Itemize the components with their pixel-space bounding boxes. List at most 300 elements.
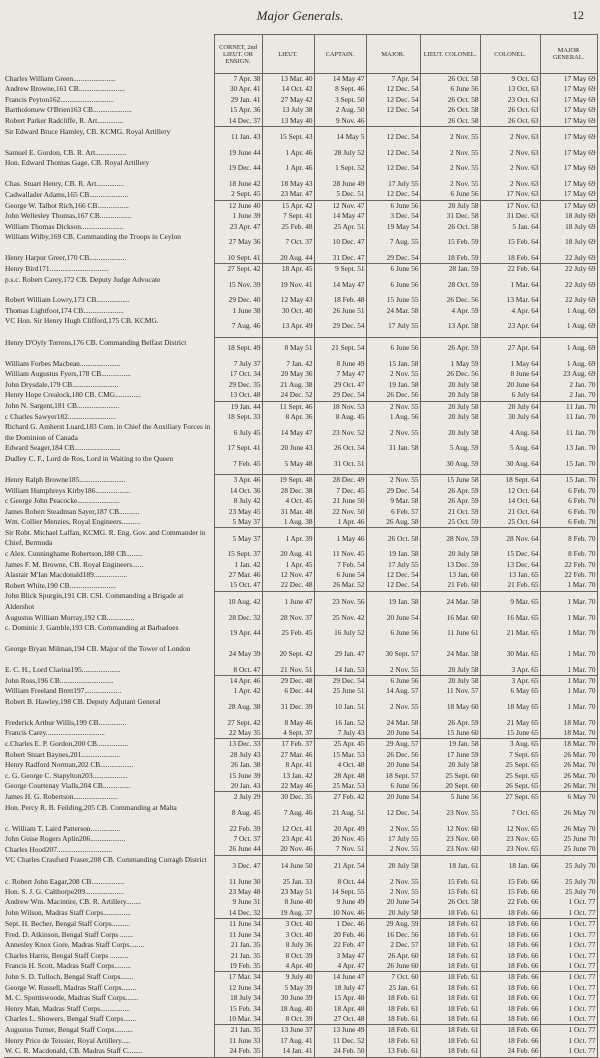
rank-date: 1 Apr. 46: [262, 148, 314, 158]
rank-date: 1 Mar. 70: [540, 697, 597, 718]
rank-date: 31 Dec. 63: [480, 211, 540, 221]
officer-name: Wm. Collier Menzies, Royal Engineers..........: [4, 517, 214, 528]
rank-date: 5 May 48: [262, 454, 314, 475]
rank-date: 12 Nov. 65: [480, 824, 540, 834]
rank-date: 1 Aug. 69: [540, 359, 597, 369]
rank-date: 28 Apr. 48: [314, 771, 366, 781]
rank-date: 26 Apr. 59: [420, 496, 480, 506]
table-row: [4, 803, 597, 824]
rank-date: 26 Apr. 60: [366, 951, 420, 961]
officer-name: Robert B. Hawley,198 CB. Deputy Adjutant General: [4, 697, 214, 718]
rank-date: 1 Jan. 42: [214, 560, 262, 570]
table-row: [4, 844, 597, 855]
rank-date: 7 Sept. 41: [262, 211, 314, 221]
rank-date: 12 Dec. 54: [366, 84, 420, 94]
table-row: [4, 401, 597, 412]
rank-date: 27 Sept. 42: [214, 718, 262, 728]
officer-name: Dudley C. F., Lord de Ros, Lord in Waiting to the Queen: [4, 454, 214, 475]
table-row: [4, 116, 597, 127]
rank-date: 18 May 60: [420, 697, 480, 718]
rank-date: 24 Mar. 58: [366, 718, 420, 728]
rank-date: 15 Feb. 66: [480, 877, 540, 887]
rank-date: 19 Sept. 48: [262, 475, 314, 486]
rank-date: 22 July 69: [540, 264, 597, 275]
rank-date: 20 July 58: [420, 675, 480, 686]
rank-date: 20 Feb. 46: [314, 930, 366, 940]
rank-date: 21 Nov. 51: [262, 665, 314, 676]
rank-date: 27 May 42: [262, 95, 314, 105]
officer-name: Augustus Turner, Bengal Staff Corps..........: [4, 1025, 214, 1036]
rank-date: 13 Feb. 61: [366, 1046, 420, 1057]
table-row: [4, 1014, 597, 1025]
table-row: [4, 422, 597, 443]
officer-name: Annesley Knox Gore, Madras Staff Corps........: [4, 940, 214, 950]
table-row: [4, 74, 597, 85]
officer-name: Henry Man, Madras Staff Corps................: [4, 1004, 214, 1014]
officer-name: Hon. S. J. G. Calthorpe209.....................: [4, 887, 214, 897]
table-row: [4, 211, 597, 221]
rank-date: 12 May 43: [262, 295, 314, 305]
officer-name: Henry Radford Norman,202 CB..................: [4, 760, 214, 770]
rank-date: 2 Nov. 55: [366, 369, 420, 379]
rank-date: 31 Oct. 51: [314, 454, 366, 475]
rank-date: 22 July 69: [540, 275, 597, 296]
rank-date: 11 June 33: [214, 1036, 262, 1046]
rank-date: 15 Nov. 39: [214, 275, 262, 296]
table-row: [4, 792, 597, 803]
officer-name: John Ross,196 CB.............................: [4, 675, 214, 686]
officer-name: James H. G. Robertson........................: [4, 792, 214, 803]
rank-date: 19 Feb. 35: [214, 961, 262, 972]
table-row: [4, 275, 597, 296]
rank-date: 23 Nov. 65: [480, 834, 540, 844]
rank-date: 8 Apr. 36: [262, 412, 314, 422]
rank-date: 28 Nov. 37: [262, 613, 314, 623]
rank-date: 2 Aug. 50: [314, 105, 366, 115]
officer-name: Henry D'Oyly Torrens,176 CB. Commanding Belfast District: [4, 338, 214, 359]
rank-date: 12 Oct. 41: [262, 824, 314, 834]
rank-date: 25 July 70: [540, 887, 597, 897]
rank-date: 16 Jan. 52: [314, 718, 366, 728]
rank-date: 28 Dec. 38: [262, 486, 314, 496]
rank-date: 7 Feb. 54: [314, 560, 366, 570]
rank-date: 26 Mar. 70: [540, 781, 597, 792]
rank-date: 11 June 34: [214, 919, 262, 930]
rank-date: 20 June 43: [262, 443, 314, 453]
rank-date: 6 May 65: [480, 686, 540, 696]
rank-date: 1 Aug. 69: [540, 316, 597, 337]
table-row: [4, 316, 597, 337]
officer-name: Chas. Stuart Henry, CB. R. Art...............: [4, 179, 214, 189]
rank-date: 18 Mar. 70: [540, 728, 597, 739]
officer-name: Hon. Edward Thomas Gage, CB. Royal Artillery: [4, 158, 214, 179]
rank-date: 18 Feb. 61: [420, 983, 480, 993]
rank-date: 1 Mar. 70: [540, 665, 597, 676]
rank-date: 29 Dec. 35: [214, 380, 262, 390]
rank-date: 25 Feb. 48: [262, 222, 314, 232]
table-row: [4, 380, 597, 390]
rank-date: 22 Feb. 47: [314, 940, 366, 950]
rank-date: 25 Feb. 45: [262, 623, 314, 644]
rank-date: 13 Mar. 64: [480, 295, 540, 305]
rank-date: 25 July 70: [540, 855, 597, 876]
rank-date: 1 May 64: [480, 359, 540, 369]
rank-date: 8 Sept. 46: [314, 84, 366, 94]
rank-date: 21 Jan. 35: [214, 951, 262, 961]
officer-name: Samuel E. Gordon, CB. R. Art.................: [4, 148, 214, 158]
rank-date: 18 Feb. 66: [480, 972, 540, 983]
rank-date: 28 Aug. 38: [214, 697, 262, 718]
rank-date: 18 July 69: [540, 222, 597, 232]
rank-date: 2 Jan. 70: [540, 390, 597, 401]
rank-date: 14 Jan. 53: [314, 665, 366, 676]
rank-date: 1 Oct. 77: [540, 983, 597, 993]
table-row: [4, 961, 597, 972]
rank-date: 9 Nov. 46: [314, 116, 366, 127]
rank-date: 2 Sept. 45: [214, 189, 262, 200]
rank-date: 22 Nov. 50: [314, 507, 366, 517]
rank-date: 19 Jan. 58: [366, 591, 420, 612]
rank-date: 22 July 69: [540, 295, 597, 305]
rank-date: 31 Jan. 58: [366, 443, 420, 453]
rank-date: 1 Aug. 69: [540, 338, 597, 359]
officer-name: John N. Sargent,181 CB.......................: [4, 401, 214, 412]
rank-date: 8 Oct. 44: [314, 877, 366, 887]
rank-date: 18 Feb. 61: [420, 908, 480, 919]
rank-date: 20 July 58: [420, 200, 480, 211]
rank-date: 18 Sept. 49: [214, 338, 262, 359]
rank-date: 20 June 54: [366, 792, 420, 803]
rank-date: 18 Feb. 61: [420, 1046, 480, 1057]
rank-date: 20 July 64: [480, 401, 540, 412]
rank-date: 2 Nov. 55: [366, 824, 420, 834]
table-row: [4, 697, 597, 718]
rank-date: 26 Aug. 58: [366, 517, 420, 528]
table-row: [4, 675, 597, 686]
rank-date: 17 May 69: [540, 95, 597, 105]
rank-date: 1 Apr. 42: [214, 686, 262, 696]
rank-date: 15 Sept. 37: [214, 549, 262, 559]
rank-date: 18 May 65: [480, 697, 540, 718]
rank-date: 1 Apr. 39: [262, 528, 314, 549]
rank-date: 13 June 49: [314, 1025, 366, 1036]
rank-date: 15 Apr. 36: [214, 105, 262, 115]
rank-date: 3 Apr. 65: [480, 675, 540, 686]
rank-date: 27 May 36: [214, 232, 262, 253]
rank-date: 11 June 30: [214, 877, 262, 887]
table-row: [4, 718, 597, 728]
officer-name: Henry Harpur Greer,170 CB....................: [4, 253, 214, 264]
rank-date: 8 May 46: [262, 718, 314, 728]
rank-date: 28 Jan. 59: [420, 264, 480, 275]
table-row: [4, 591, 597, 612]
officer-name: Sept. H. Becher, Bengal Staff Corps..........: [4, 919, 214, 930]
rank-date: 11 Jan. 43: [214, 127, 262, 148]
rank-date: 18 Feb. 66: [480, 930, 540, 940]
officer-name: William Thomas Dickson.......................: [4, 222, 214, 232]
rank-date: 2 Jan. 70: [540, 380, 597, 390]
rank-date: 23 Aug. 69: [540, 369, 597, 379]
rank-date: 20 Aug. 41: [262, 549, 314, 559]
rank-date: 12 Dec. 54: [366, 95, 420, 105]
rank-date: 9 Oct. 63: [480, 74, 540, 85]
rank-date: 7 Sept. 65: [480, 750, 540, 760]
rank-date: 30 Mar. 65: [480, 644, 540, 665]
rank-date: 5 May 37: [214, 528, 262, 549]
table-row: [4, 295, 597, 305]
rank-date: 10 Dec. 47: [314, 232, 366, 253]
table-row: [4, 179, 597, 189]
rank-date: 26 Dec. 56: [420, 369, 480, 379]
rank-date: 19 Jan. 44: [214, 401, 262, 412]
rank-date: 7 Aug. 46: [214, 316, 262, 337]
rank-date: 1 Mar. 70: [540, 686, 597, 696]
table-header-row: [4, 35, 597, 74]
rank-date: 8 June 64: [480, 369, 540, 379]
rank-date: 18 July 69: [540, 211, 597, 221]
rank-date: 1 Sept. 52: [314, 158, 366, 179]
rank-date: 2 Nov. 55: [366, 697, 420, 718]
rank-date: 1 May 46: [314, 528, 366, 549]
officer-name: VC Hon. Sir Henry Hugh Clifford,175 CB. KCMG.: [4, 316, 214, 337]
rank-date: 7 July 43: [314, 728, 366, 739]
rank-date: 2 Nov. 55: [420, 158, 480, 179]
rank-date: 29 Aug. 59: [366, 919, 420, 930]
rank-date: 14 Aug. 57: [366, 686, 420, 696]
rank-date: 29 Dec. 40: [214, 295, 262, 305]
table-row: [4, 993, 597, 1003]
rank-date: 18 Feb. 61: [420, 1014, 480, 1025]
officer-name: Francis Peyton162.............................: [4, 95, 214, 105]
rank-date: 6 June 56: [420, 189, 480, 200]
rank-date: 3 Dec. 54: [366, 211, 420, 221]
rank-date: 21 Feb. 60: [420, 580, 480, 591]
rank-date: 13 Oct. 48: [214, 390, 262, 401]
rank-date: 12 Dec. 54: [366, 189, 420, 200]
rank-date: 30 Aug. 59: [420, 454, 480, 475]
table-row: [4, 644, 597, 665]
rank-date: 15 Feb. 61: [420, 887, 480, 897]
rank-date: 26 Apr. 59: [420, 486, 480, 496]
rank-date: 2 Dec. 57: [366, 940, 420, 950]
rank-date: 10 Aug. 42: [214, 591, 262, 612]
rank-date: 13 Oct. 63: [480, 84, 540, 94]
rank-date: 28 July 52: [314, 148, 366, 158]
officer-name: p.s.c. Robert Carey,172 CB. Deputy Judge Advocate: [4, 275, 214, 296]
rank-date: 28 July 43: [214, 750, 262, 760]
rank-date: 14 Apr. 46: [214, 675, 262, 686]
rank-date: 1 Mar. 70: [540, 623, 597, 644]
rank-date: 24 Mar. 58: [420, 644, 480, 665]
rank-date: 15 June 60: [420, 728, 480, 739]
rank-date: 5 Dec. 51: [314, 189, 366, 200]
rank-date: 18 Feb. 66: [480, 1036, 540, 1046]
table-row: [4, 560, 597, 570]
rank-date: 5 Jan. 64: [480, 222, 540, 232]
rank-date: 27 Oct. 48: [314, 1014, 366, 1025]
rank-date: 18 Apr. 45: [262, 264, 314, 275]
rank-date: 8 Oct. 47: [214, 665, 262, 676]
rank-date: 26 Oct. 63: [480, 105, 540, 115]
rank-date: 30 Sept. 57: [366, 644, 420, 665]
rank-date: 8 Apr. 41: [262, 760, 314, 770]
table-row: [4, 369, 597, 379]
officer-name: E. C. H., Lord Clarina195.....................: [4, 665, 214, 676]
officer-name: Frederick Arthur Willis,199 CB...............: [4, 718, 214, 728]
rank-date: 17 July 55: [366, 179, 420, 189]
rank-date: 26 Dec. 56: [420, 295, 480, 305]
rank-date: 5 May 39: [262, 983, 314, 993]
page-number: 12: [572, 8, 584, 22]
rank-date: 18 Feb. 61: [420, 1036, 480, 1046]
rank-date: 12 Dec. 54: [366, 803, 420, 824]
rank-date: 30 July 64: [480, 412, 540, 422]
rank-date: 24 Mar. 58: [420, 591, 480, 612]
rank-date: 21 June 50: [314, 496, 366, 506]
rank-date: 26 Oct. 58: [420, 897, 480, 907]
table-row: [4, 549, 597, 559]
officer-name: William Humphreys Kirby186...................: [4, 486, 214, 496]
rank-date: 11 Jan. 70: [540, 422, 597, 443]
rank-date: 4 Apr. 64: [480, 306, 540, 316]
rank-date: 2 Nov. 55: [420, 127, 480, 148]
rank-date: 23 Nov. 65: [480, 844, 540, 855]
rank-date: 20 Nov. 46: [262, 844, 314, 855]
rank-date: 1 Oct. 77: [540, 897, 597, 907]
rank-date: 6 June 56: [366, 200, 420, 211]
rank-date: 19 June 44: [214, 148, 262, 158]
officer-name: W. C. R. Macdonald, CB. Madras Staff C........: [4, 1046, 214, 1057]
officer-name: Robert White,190 CB.........................: [4, 580, 214, 591]
rank-date: 14 Oct. 64: [480, 496, 540, 506]
rank-date: 15 Mar. 53: [314, 750, 366, 760]
rank-date: 27 Sept. 65: [480, 792, 540, 803]
rank-date: 13 Apr. 49: [262, 316, 314, 337]
rank-date: 14 Dec. 37: [214, 116, 262, 127]
rank-date: 16 Dec. 56: [366, 930, 420, 940]
rank-date: 18 July 34: [214, 993, 262, 1003]
rank-date: 1 June 39: [214, 211, 262, 221]
rank-date: 15 June 55: [366, 295, 420, 305]
rank-date: 18 Aug. 40: [262, 1004, 314, 1014]
rank-date: 26 Oct. 58: [420, 74, 480, 85]
officer-name: Charles Harris, Bengal Staff Corps ..........: [4, 951, 214, 961]
rank-date: 11 Sept. 46: [262, 401, 314, 412]
rank-date: 1 Oct. 77: [540, 940, 597, 950]
rank-date: 26 Dec. 56: [366, 750, 420, 760]
rank-date: 11 Nov. 45: [314, 549, 366, 559]
rank-date: 19 Jan. 58: [366, 380, 420, 390]
rank-date: 17 July 55: [366, 834, 420, 844]
table-row: [4, 580, 597, 591]
rank-date: 24 Feb. 35: [214, 1046, 262, 1057]
officer-name: VC Charles Craufurd Fraser,208 CB. Commanding Curragh District: [4, 855, 214, 876]
rank-date: 27 Mar. 46: [214, 570, 262, 580]
rank-date: 26 Mar. 70: [540, 771, 597, 781]
rank-date: 22 Feb. 70: [540, 570, 597, 580]
rank-date: 26 Apr. 59: [420, 718, 480, 728]
rank-date: 18 Mar. 70: [540, 739, 597, 750]
rank-date: 20 May 36: [262, 369, 314, 379]
rank-date: 25 June 70: [540, 844, 597, 855]
rank-date: [366, 116, 420, 127]
rank-date: 17 May 69: [540, 74, 597, 85]
rank-date: 29 Jan. 47: [314, 644, 366, 665]
rank-date: 23 Nov. 60: [420, 844, 480, 855]
officer-name: John Guise Rogers Aplin206...................: [4, 834, 214, 844]
officer-name: William Wilby,169 CB. Commanding the Troops in Ceylon: [4, 232, 214, 253]
rank-date: 1 Aug. 38: [262, 517, 314, 528]
rank-date: 20 Sept. 60: [420, 781, 480, 792]
rank-date: 18 July 69: [540, 232, 597, 253]
rank-date: 26 Apr. 59: [420, 338, 480, 359]
rank-date: 15 Oct. 47: [214, 580, 262, 591]
rank-date: 20 July 58: [420, 549, 480, 559]
rank-date: 15 Dec. 64: [480, 549, 540, 559]
rank-date: 15 Jan. 70: [540, 475, 597, 486]
rank-date: 1 Apr. 46: [262, 158, 314, 179]
rank-date: 19 Jan. 58: [366, 549, 420, 559]
rank-date: 18 Feb. 66: [480, 961, 540, 972]
rank-date: 18 Feb. 48: [314, 295, 366, 305]
table-row: [4, 781, 597, 792]
rank-date: 6 June 56: [420, 84, 480, 94]
rank-date: 31 Dec. 47: [314, 253, 366, 264]
rank-date: 9 July 40: [262, 972, 314, 983]
rank-date: 15 Feb. 61: [420, 877, 480, 887]
rank-date: 13 May 40: [262, 116, 314, 127]
rank-date: 13 July 38: [262, 105, 314, 115]
rank-date: 17 May 69: [540, 189, 597, 200]
rank-date: 8 June 40: [262, 897, 314, 907]
rank-date: 18 Feb. 61: [366, 1004, 420, 1014]
rank-date: 14 Sept. 55: [314, 887, 366, 897]
rank-date: 13 Mar. 40: [262, 74, 314, 85]
rank-date: 18 Feb. 61: [420, 940, 480, 950]
table-row: [4, 750, 597, 760]
rank-date: 15 Apr. 42: [262, 200, 314, 211]
rank-date: 20 July 58: [420, 665, 480, 676]
officer-name: John Wilson, Madras Staff Corps...............: [4, 908, 214, 919]
rank-date: 1 June 38: [214, 306, 262, 316]
rank-date: 18 Jan. 66: [480, 855, 540, 876]
rank-date: 22 July 69: [540, 253, 597, 264]
officer-name: James Robert Steadman Sayer,187 CB...........: [4, 507, 214, 517]
officer-name: Henry Ralph Browne185.........................: [4, 475, 214, 486]
officer-name: Alastair M'Ian Macdonald189..................: [4, 570, 214, 580]
officer-name: Richard G. Amherst Luard,183 Com. in Chief the Auxiliary Forces in the Dominion of Canada: [4, 422, 214, 443]
rank-date: 18 Apr. 48: [314, 1004, 366, 1014]
rank-date: 25 July 70: [540, 877, 597, 887]
rank-date: 20 Aug. 44: [262, 253, 314, 264]
rank-date: 18 Feb. 61: [420, 972, 480, 983]
rank-date: 6 May 70: [540, 792, 597, 803]
rank-date: 20 July 58: [420, 412, 480, 422]
rank-date: 11 Jan. 70: [540, 412, 597, 422]
table-row: [4, 338, 597, 359]
rank-date: 11 June 34: [214, 930, 262, 940]
table-row: [4, 253, 597, 264]
table-row: [4, 158, 597, 179]
rank-date: 28 Dec. 32: [214, 613, 262, 623]
rank-date: 28 Nov. 64: [480, 528, 540, 549]
rank-date: 1 Oct. 77: [540, 972, 597, 983]
table-row: [4, 264, 597, 275]
rank-date: 18 June 42: [214, 179, 262, 189]
rank-date: 25 Sept. 65: [480, 771, 540, 781]
rank-date: 17 May 69: [540, 105, 597, 115]
rank-date: 20 June 54: [366, 897, 420, 907]
